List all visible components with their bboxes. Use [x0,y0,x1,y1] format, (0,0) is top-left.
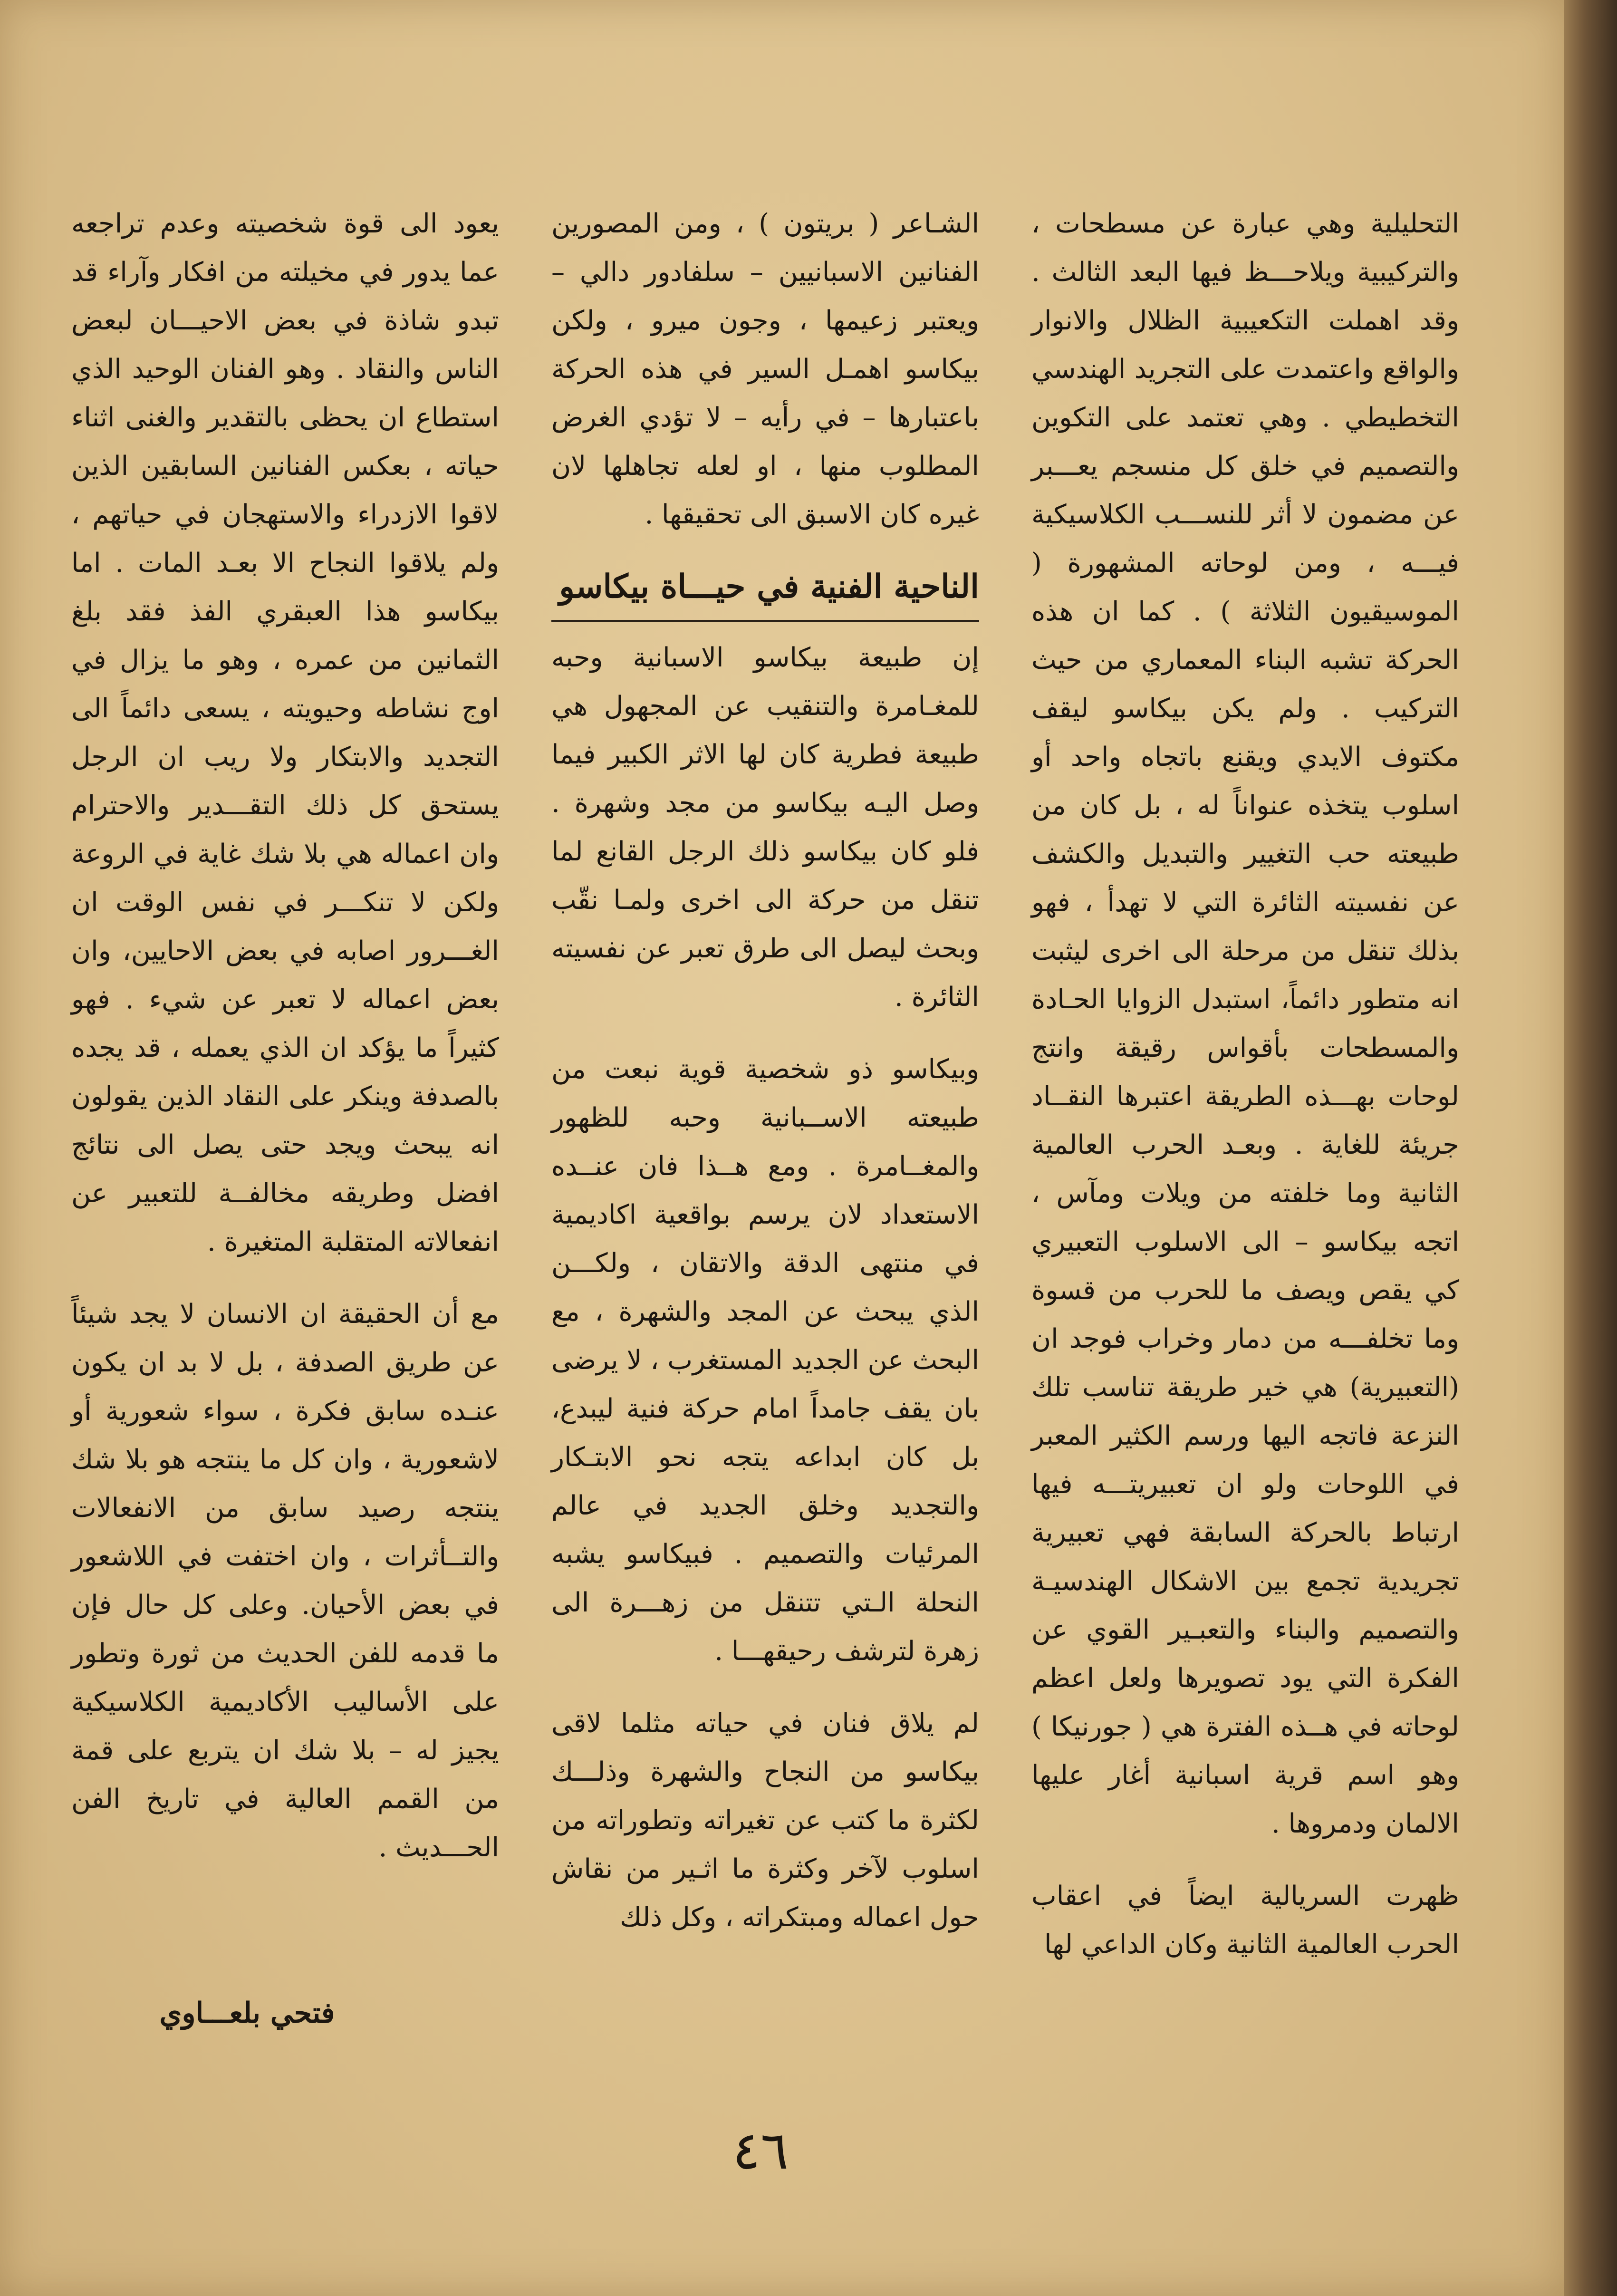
paragraph: ظهرت السريالية ايضاً في اعقاب الحرب العالمية الثانية وكان الداعي لها [1031,1881,1459,1960]
paragraph: يعود الى قوة شخصيته وعدم تراجعه عما يدور في مخيلته من افكار وآراء قد تبدو شاذة في بعض الاحيـــان لبعض الناس والنقاد . وهو الفنان الوحيد الذي استطاع ان يحظى بالتقدير والغنى اثناء حياته ، بعكس الفنانين السابقين الذين لاقوا الازدراء والاستهجان في حياتهم ، ولم يلاقوا النجاح الا بعـد المات . اما بيكاسو هذا العبقري الفذ فقد بلغ الثمانين من عمره ، وهو ما يزال في اوج نشاطه وحيويته ، يسعى دائماً الى التجديد والابتكار ولا ريب ان الرجل يستحق كل ذلك التقـــدير والاحترام وان اعماله هي بلا شك غاية في الروعة ولكن لا تنكـــر في نفس الوقت ان الغـــرور اصابه في بعض الاحايين، وان بعض اعماله لا تعبر عن شيء . فهو كثيراً ما يؤكد ان الذي يعمله ، قد يجده بالصدفة وينكر على النقاد الذين يقولون انه يبحث ويجد حتى يصل الى نتائج افضل وطريقه مخالفــة للتعبير عن انفعالاته المتقلبة المتغيرة . [71,208,499,1257]
text-column-right [1031,200,1459,1993]
paragraph: التحليلية وهي عبارة عن مسطحات ، والتركيبية ويلاحـــظ فيها البعد الثالث . وقد اهملت التكعيبية الظلال والانوار والواقع واعتمدت على التجريد الهندسي التخطيطي . وهي تعتمد على التكوين والتصميم في خلق كل منسجم يعـــبر عن مضمون لا أثر للنســـب الكلاسيكية فيـــه ، ومن لوحاته المشهورة ( الموسيقيون الثلاثة ) . كما ان هذه الحركة تشبه البناء المعماري من حيث التركيب . ولم يكن بيكاسو ليقف مكتوف الايدي ويقنع باتجاه واحد أو اسلوب يتخذه عنواناً له ، بل كان من طبيعته حب التغيير والتبديل والكشف عن نفسيته الثائرة التي لا تهدأ ، فهو بذلك تنقل من مرحلة الى اخرى ليثبت انه متطور دائماً، استبدل الزوايا الحـادة والمسطحات بأقواس رقيقة وانتج لوحات بهـــذه الطريقة اعتبرها النقــاد جريئة للغاية . وبعـد الحرب العالمية الثانية وما خلفته من ويلات ومآس ، اتجه بيكاسو – الى الاسلوب التعبيري كي يقص ويصف ما للحرب من قسوة وما تخلفـــه من دمار وخراب فوجد ان (التعبيرية) هي خير طريقة تناسب تلك النزعة فاتجه اليها ورسم الكثير المعبر في اللوحات ولو ان تعبيريتـــه فيها ارتباط بالحركة السابقة فهي تعبيرية تجريدية تجمع بين الاشكال الهندسيـة والتصميم والبناء والتعبـير القوي عن الفكرة التي يود تصويرها ولعل اعظم لوحاته في هــذه الفترة هي ( جورنيكا ) وهو اسم قرية اسبانية أغار عليها الالمان ودمروها . [1031,208,1459,1839]
page-edge [1564,0,1617,2296]
paragraph: لم يلاق فنان في حياته مثلما لاقى بيكاسو من النجاح والشهرة وذلـــك لكثرة ما كتب عن تغيراته وتطوراته من اسلوب لآخر وكثرة ما اثـير من نقاش حول اعماله ومبتكراته ، وكل ذلك [551,1708,979,1933]
paragraph: مع أن الحقيقة ان الانسان لا يجد شيئاً عن طريق الصدفة ، بل لا بد ان يكون عنـده سابق فكرة ، سواء شعورية أو لاشعورية ، وان كل ما ينتجه هو بلا شك ينتجه رصيد سابق من الانفعالات والتــأثرات ، وان اختفت في اللاشعور في بعض الأحيان. وعلى كل حال فإن ما قدمه للفن الحديث من ثورة وتطور على الأساليب الأكاديمية الكلاسيكية يجيز له – بلا شك ان يتربع على قمة من القمم العالية في تاريخ الفن الحـــديث . [71,1299,499,1863]
paragraph: إن طبيعة بيكاسو الاسبانية وحبه للمغـامرة والتنقيب عن المجهول هي طبيعة فطرية كان لها الاثر الكبير فيما وصل اليـه بيكاسو من مجد وشهرة . فلو كان بيكاسو ذلك الرجل القانع لما تنقل من حركة الى اخرى ولمـا نقّب وبحث ليصل الى طرق تعبر عن نفسيته الثائرة . [551,642,979,1013]
text-column-left [71,200,499,1896]
author-signature: فتحي بلعـــاوي [159,1997,335,2030]
section-heading: الناحية الفنية في حيـــاة بيكاسو [551,563,979,622]
page-number: ٤٦ [732,2120,789,2181]
paragraph: وبيكاسو ذو شخصية قوية نبعت من طبيعته الاســبانية وحبه للظهور والمغــامرة . ومع هــذا فان عنــده الاستعداد لان يرسم بواقعية اكاديمية في منتهى الدقة والاتقان ، ولكـــن الذي يبحث عن المجد والشهرة ، مع البحث عن الجديد المستغرب ، لا يرضى بان يقف جامداً امام حركة فنية ليبدع، بل كان ابداعه يتجه نحو الابتـكار والتجديد وخلق الجديد في عالم المرئيات والتصميم . فبيكاسو يشبه النحلة الـتي تتنقل من زهـــرة الى زهرة لترشف رحيقهـــا . [551,1054,979,1667]
paragraph: الشـاعر ( بريتون ) ، ومن المصورين الفنانين الاسبانيين – سلفادور دالي – ويعتبر زعيمها ، وجون ميرو ، ولكن بيكاسو اهمـل السير في هذه الحركة باعتبارها – في رأيه – لا تؤدي الغرض المطلوب منها ، او لعله تجاهلها لان غيره كان الاسبق الى تحقيقها . [551,208,979,530]
text-column-middle [551,200,979,1966]
